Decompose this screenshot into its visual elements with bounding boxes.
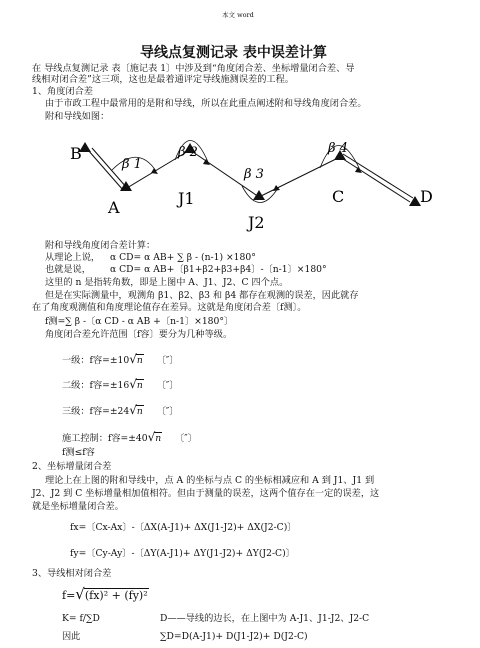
grade-1-unit: 〔″〕	[156, 355, 179, 366]
label-j1: J1	[178, 189, 195, 208]
also-formula: α CD= α AB+〔β1+β2+β3+β4〕-〔n-1〕×180°	[110, 264, 327, 275]
also-label: 也就是说，	[45, 264, 91, 275]
grade-3: 三级：f容=±24√n 〔″〕	[62, 403, 179, 417]
theory-formula: α CD= α AB+ ∑ β - (n-1) ×180°	[110, 252, 256, 263]
angle-beta-4: β 4	[328, 141, 348, 156]
grade-2: 二级：f容=±16√n 〔″〕	[62, 377, 179, 391]
section-1-paragraph: 由于市政工程中最常用的是附和导线，所以在此重点阐述附和导线角度闭合差。	[45, 98, 367, 109]
actual-line-1: 但是在实际测量中，观测角 β1、β2、β3 和 β4 都存在观测的误差，因此就存	[45, 290, 359, 301]
fy-formula: fy=〔Cy-Ay〕-〔ΔY(A-J1)+ ΔY(J1-J2)+ ΔY(J2-C)〕	[70, 548, 295, 559]
grade-2-radicand: n	[136, 380, 143, 391]
fx-formula: fx=〔Cx-Ax〕-〔ΔX(A-J1)+ ΔX(J1-J2)+ ΔX(J2-C)〕	[70, 522, 297, 533]
grade-4-radicand: n	[155, 433, 162, 444]
therefore-label: 因此	[62, 631, 81, 642]
sum-d-formula: ∑D=D(A-J1)+ D(J1-J2)+ D(J2-C)	[160, 631, 308, 642]
section-2-line-1: 理论上在上图的附和导线中，点 A 的坐标与点 C 的坐标相减应和 A 到 J1、J1 到	[45, 475, 375, 486]
section-2-line-3: 就是坐标增量闭合差。	[32, 501, 124, 512]
grade-1: 一级：f容=±10√n 〔″〕	[62, 352, 179, 366]
section-3-heading: 3、导线相对闭合差	[32, 568, 112, 579]
label-c: C	[332, 187, 345, 206]
grade-4-unit: 〔″〕	[175, 433, 197, 444]
k-formula: K= f/∑D	[62, 613, 100, 624]
grade-1-radicand: n	[136, 355, 143, 366]
grade-3-unit: 〔″〕	[156, 406, 179, 417]
figure-caption: 附和导线如图：	[45, 111, 110, 122]
f-total-formula: f=√(fx)² + (fy)²	[62, 585, 148, 603]
angle-beta-2: β 2	[178, 145, 198, 160]
label-j2: J2	[248, 213, 265, 232]
section-2-heading: 2、坐标增量闭合差	[32, 461, 112, 472]
angle-beta-1: β 1	[122, 157, 142, 172]
label-d: D	[420, 187, 433, 206]
f-total-radicand: (fx)² + (fy)²	[84, 589, 148, 602]
section-1-heading: 1、角度闭合差	[32, 86, 93, 97]
f-measured-formula: f测=∑ β -〔α CD - α AB +〔n-1〕×180°〕	[45, 316, 234, 327]
grade-4-label: 施工控制：f容=±40	[62, 433, 148, 444]
label-b: B	[70, 144, 82, 163]
f-condition: f测≤f容	[62, 447, 95, 458]
angle-beta-3: β 3	[244, 167, 264, 182]
grade-1-label: 一级：f容=±10	[62, 355, 130, 366]
grade-2-unit: 〔″〕	[156, 380, 179, 391]
f-total-prefix: f=	[62, 589, 76, 602]
page-header-note: 本文 word	[222, 11, 254, 19]
actual-line-2: 在了角度观测值和角度理论值存在差异。这就是角度闭合差〔f测〕。	[32, 302, 307, 313]
tolerance-note: 角度闭合差允许范围〔f容〕要分为几种等级。	[45, 329, 233, 340]
n-note: 这里的 n 是指转角数，即是上图中 A、J1、J2、C 四个点。	[45, 277, 289, 288]
page-title: 导线点复测记录 表中误差计算	[140, 45, 327, 61]
label-a: A	[108, 198, 120, 217]
grade-3-label: 三级：f容=±24	[62, 406, 130, 417]
grade-2-label: 二级：f容=±16	[62, 380, 130, 391]
theory-label: 从理论上说，	[45, 252, 101, 263]
intro-line-2: 线相对闭合差”这三项，这也是最着通评定导线施测误差的工程。	[32, 74, 294, 85]
calc-heading: 附和导线角度闭合差计算：	[45, 240, 156, 251]
intro-line-1: 在 导线点复测记录 表〔施记表 1〕中涉及到“角度闭合差、坐标增量闭合差、导	[32, 63, 355, 74]
d-definition: D——导线的边长，在上图中为 A-J1、J1-J2、J2-C	[160, 613, 370, 624]
traverse-diagram	[60, 130, 440, 236]
section-2-line-2: J2、J2 到 C 坐标增量相加值相符。但由于测量的误差，这两个值存在一定的误差，这	[32, 488, 380, 499]
grade-4: 施工控制：f容=±40√n 〔″〕	[62, 430, 197, 444]
grade-3-radicand: n	[136, 406, 143, 417]
